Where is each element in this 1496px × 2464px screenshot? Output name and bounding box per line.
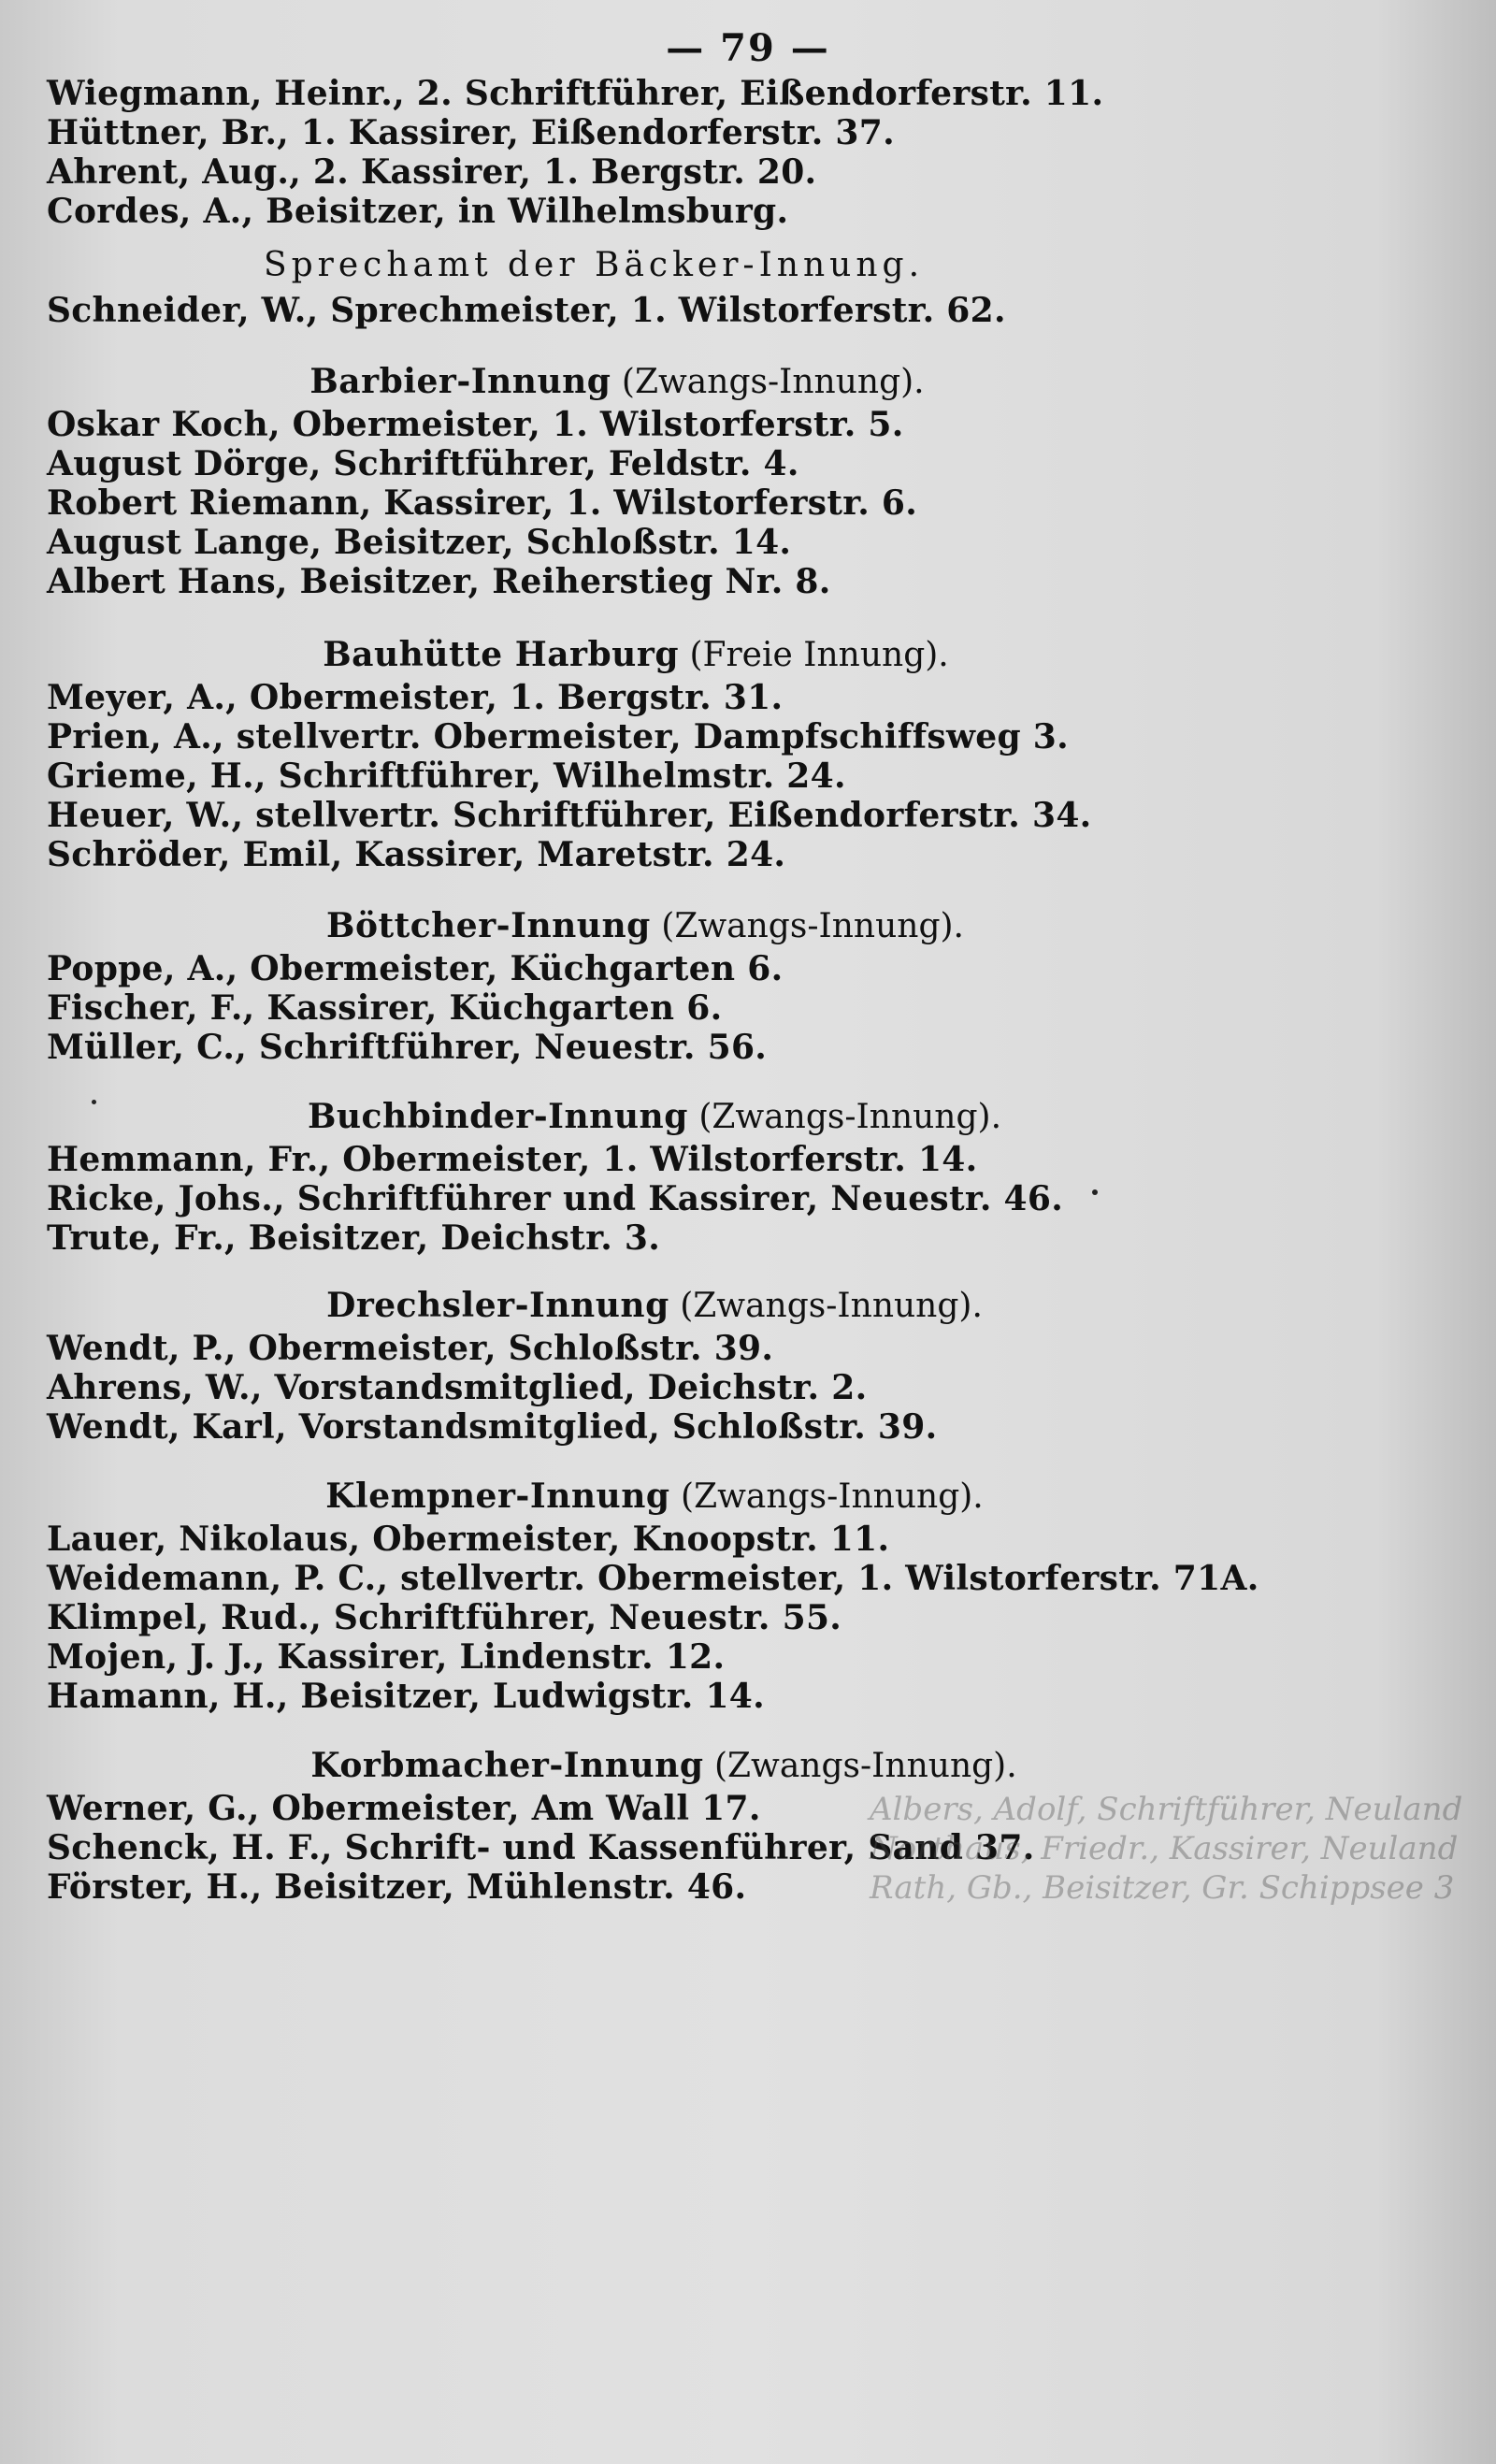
entry-line: August Lange, Beisitzer, Schloßstr. 14. bbox=[47, 523, 792, 562]
entry-line: Grieme, H., Schriftführer, Wilhelmstr. 24. bbox=[47, 756, 846, 796]
entry-line: Meyer, A., Obermeister, 1. Bergstr. 31. bbox=[47, 678, 784, 717]
entry-line: Cordes, A., Beisitzer, in Wilhelmsburg. bbox=[47, 192, 789, 231]
entry-line: Hüttner, Br., 1. Kassirer, Eißendorferstr. 37. bbox=[47, 113, 895, 152]
entry-line: Schröder, Emil, Kassirer, Maretstr. 24. bbox=[47, 835, 786, 874]
entry-line: Poppe, A., Obermeister, Küchgarten 6. bbox=[47, 949, 784, 988]
entry-line: Oskar Koch, Obermeister, 1. Wilstorferstr. 5. bbox=[47, 405, 904, 444]
guild-name: Buchbinder-Innung bbox=[307, 1097, 688, 1136]
section-heading-buchbinder bbox=[112, 1096, 1197, 1138]
entry-line: Klimpel, Rud., Schriftführer, Neuestr. 55. bbox=[47, 1598, 842, 1637]
guild-name: Klempner-Innung bbox=[325, 1477, 670, 1516]
guild-type: (Zwangs-Innung). bbox=[661, 907, 964, 945]
guild-type: (Freie Innung). bbox=[689, 636, 949, 674]
guild-type: (Zwangs-Innung). bbox=[698, 1098, 1002, 1136]
entry-line: Trute, Fr., Beisitzer, Deichstr. 3. bbox=[47, 1218, 661, 1258]
entry-line: Robert Riemann, Kassirer, 1. Wilstorferstr. 6. bbox=[47, 483, 918, 523]
section-heading-boettcher bbox=[103, 905, 1187, 947]
entry-line: Wendt, P., Obermeister, Schloßstr. 39. bbox=[47, 1329, 774, 1368]
entry-line: Albert Hans, Beisitzer, Reiherstieg Nr. 8. bbox=[47, 562, 831, 601]
entry-line: Fischer, F., Kassirer, Küchgarten 6. bbox=[47, 988, 723, 1028]
section-heading-sprechamt: Sprechamt der Bäcker-Innung. bbox=[263, 246, 925, 284]
entry-line: Hemmann, Fr., Obermeister, 1. Wilstorferstr. 14. bbox=[47, 1140, 978, 1179]
entry-line: Ahrens, W., Vorstandsmitglied, Deichstr. 2. bbox=[47, 1368, 868, 1407]
guild-type: (Zwangs-Innung). bbox=[681, 1477, 984, 1516]
entry-line: Förster, H., Beisitzer, Mühlenstr. 46. bbox=[47, 1867, 747, 1907]
bleed-through-text: Albers, Adolf, Schriftführer, Neuland bbox=[870, 1791, 1463, 1828]
guild-type: (Zwangs-Innung). bbox=[680, 1287, 983, 1325]
entry-line: Wendt, Karl, Vorstandsmitglied, Schloßstr. 39. bbox=[47, 1407, 938, 1447]
entry-line: Werner, G., Obermeister, Am Wall 17. bbox=[47, 1789, 761, 1828]
entry-line: Lauer, Nikolaus, Obermeister, Knoopstr. 11. bbox=[47, 1520, 890, 1559]
bleed-through-text: Northaus, Friedr., Kassirer, Neuland bbox=[870, 1830, 1459, 1867]
entry-line: Schenck, H. F., Schrift- und Kassenführer, Sand 37. bbox=[47, 1828, 1035, 1867]
entry-line: Weidemann, P. C., stellvertr. Obermeister, 1. Wilstorferstr. 71A. bbox=[47, 1559, 1259, 1598]
entry-line: Wiegmann, Heinr., 2. Schriftführer, Eißendorferstr. 11. bbox=[47, 74, 1104, 113]
section-heading-drechsler bbox=[112, 1285, 1197, 1327]
entry-line: Prien, A., stellvertr. Obermeister, Dampfschiffsweg 3. bbox=[47, 717, 1069, 756]
entry-line: Ricke, Johs., Schriftführer und Kassirer, Neuestr. 46. bbox=[47, 1179, 1064, 1218]
guild-name: Böttcher-Innung bbox=[326, 906, 651, 945]
entry-line: Heuer, W., stellvertr. Schriftführer, Eißendorferstr. 34. bbox=[47, 796, 1092, 835]
section-heading-bauhuette bbox=[94, 634, 1178, 676]
entry-line: Hamann, H., Beisitzer, Ludwigstr. 14. bbox=[47, 1677, 765, 1716]
entry-line: Müller, C., Schriftführer, Neuestr. 56. bbox=[47, 1028, 768, 1067]
guild-name: Barbier-Innung bbox=[309, 362, 611, 401]
section-heading-korbmacher bbox=[122, 1745, 1206, 1787]
entry-line: Ahrent, Aug., 2. Kassirer, 1. Bergstr. 20. bbox=[47, 152, 817, 192]
guild-name: Korbmacher-Innung bbox=[310, 1746, 704, 1785]
entry-line: Schneider, W., Sprechmeister, 1. Wilstorferstr. 62. bbox=[47, 291, 1006, 330]
guild-type: (Zwangs-Innung). bbox=[621, 363, 925, 401]
guild-type: (Zwangs-Innung). bbox=[713, 1747, 1017, 1785]
guild-name: Drechsler-Innung bbox=[326, 1286, 669, 1325]
page-number: — 79 — bbox=[666, 26, 830, 70]
ink-speck bbox=[1092, 1189, 1098, 1195]
section-heading-barbier bbox=[75, 361, 1159, 403]
entry-line: Mojen, J. J., Kassirer, Lindenstr. 12. bbox=[47, 1637, 726, 1677]
section-heading-klempner bbox=[112, 1476, 1197, 1518]
ink-speck bbox=[92, 1100, 96, 1104]
bleed-through-text: Rath, Gb., Beisitzer, Gr. Schippsee 3 bbox=[870, 1869, 1455, 1907]
guild-name: Bauhütte Harburg bbox=[323, 635, 679, 674]
entry-line: August Dörge, Schriftführer, Feldstr. 4. bbox=[47, 444, 799, 483]
